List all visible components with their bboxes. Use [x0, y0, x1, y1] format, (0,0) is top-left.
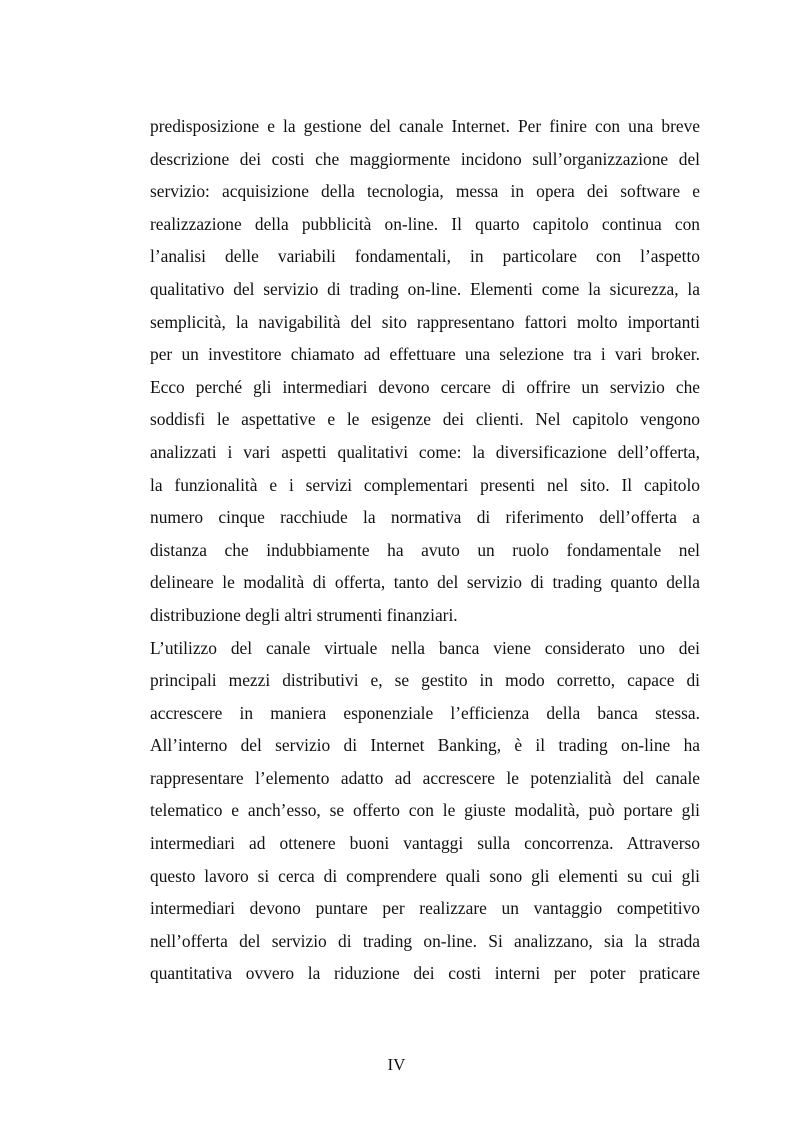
text-line: soddisfi le aspettative e le esigenze dei clienti. Nel capitolo vengono [150, 409, 700, 430]
text-line: intermediari devono puntare per realizzare un vantaggio competitivo [150, 898, 700, 919]
text-line: All’interno del servizio di Internet Banking, è il trading on-line ha [150, 735, 700, 756]
text-line: predisposizione e la gestione del canale Internet. Per finire con una breve [150, 116, 700, 136]
text-line: quantitativa ovvero la riduzione dei costi interni per poter praticare [150, 963, 700, 984]
text-line: semplicità, la navigabilità del sito rappresentano fattori molto importanti [150, 311, 700, 332]
text-line: descrizione dei costi che maggiormente incidono sull’organizzazione del [150, 148, 700, 169]
text-line-paragraph-end: distribuzione degli altri strumenti finanziari. [150, 604, 458, 625]
text-line: delineare le modalità di offerta, tanto del servizio di trading quanto della [150, 572, 700, 593]
text-line: qualitativo del servizio di trading on-line. Elementi come la sicurezza, la [150, 278, 700, 299]
text-line: questo lavoro si cerca di comprendere quali sono gli elementi su cui gli [150, 865, 700, 886]
text-line: la funzionalità e i servizi complementari presenti nel sito. Il capitolo [150, 474, 700, 495]
text-line: Ecco perché gli intermediari devono cercare di offrire un servizio che [150, 376, 700, 397]
text-line: distanza che indubbiamente ha avuto un ruolo fondamentale nel [150, 539, 700, 560]
text-line: servizio: acquisizione della tecnologia, messa in opera dei software e [150, 181, 700, 202]
text-line: numero cinque racchiude la normativa di riferimento dell’offerta a [150, 507, 700, 528]
text-line: intermediari ad ottenere buoni vantaggi sulla concorrenza. Attraverso [150, 833, 700, 854]
text-line: nell’offerta del servizio di trading on-line. Si analizzano, sia la strada [150, 930, 700, 951]
text-line: analizzati i vari aspetti qualitativi come: la diversificazione dell’offerta, [150, 441, 700, 462]
body-text [150, 110, 700, 990]
text-line: realizzazione della pubblicità on-line. Il quarto capitolo continua con [150, 213, 700, 234]
page-number: IV [387, 1055, 406, 1074]
text-line: telematico e anch’esso, se offerto con le giuste modalità, può portare gli [150, 800, 700, 821]
text-line: principali mezzi distributivi e, se gestito in modo corretto, capace di [150, 670, 700, 691]
text-line: L’utilizzo del canale virtuale nella banca viene considerato uno dei [150, 637, 700, 658]
text-line: per un investitore chiamato ad effettuare una selezione tra i vari broker. [150, 344, 700, 365]
text-line: l’analisi delle variabili fondamentali, in particolare con l’aspetto [150, 246, 700, 267]
text-line: rappresentare l’elemento adatto ad accrescere le potenzialità del canale [150, 767, 700, 788]
text-line: accrescere in maniera esponenziale l’efficienza della banca stessa. [150, 702, 700, 723]
